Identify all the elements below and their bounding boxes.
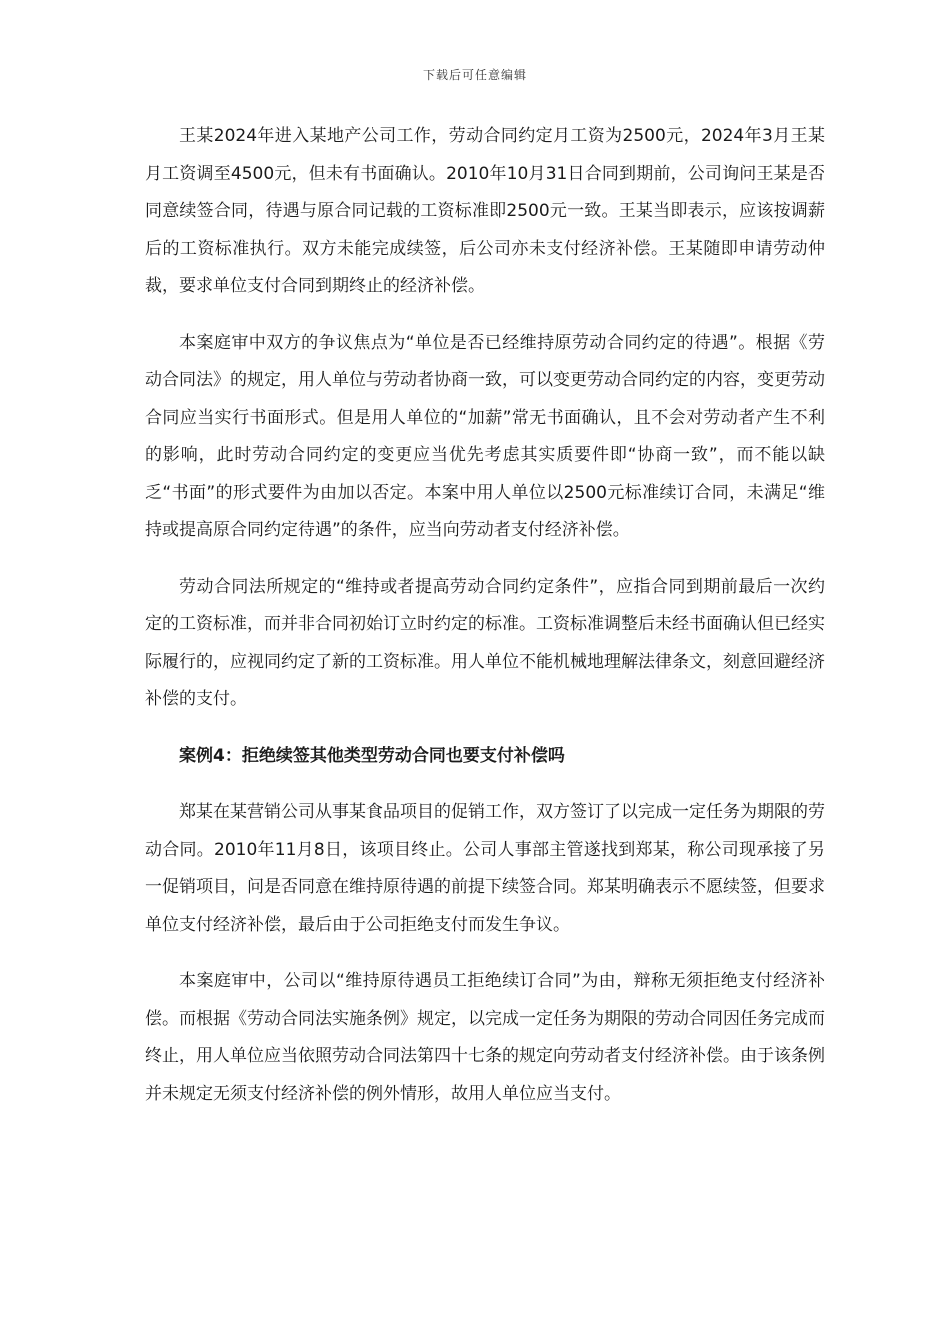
paragraph-case-facts: 王某2024年进入某地产公司工作，劳动合同约定月工资为2500元，2024年3月王某月工资调至4500元，但未有书面确认。2010年10月31日合同到期前，公司询问王某是否同意续签合同，待遇与原合同记载的工资标准即2500元一致。王某当即表示，应该按调薪后的工资标准执行。双方未能完成续签，后公司亦未支付经济补偿。王某随即申请劳动仲裁，要求单位支付合同到期终止的经济补偿。 <box>145 126 825 296</box>
paragraph-case4-facts: 郑某在某营销公司从事某食品项目的促销工作，双方签订了以完成一定任务为期限的劳动合同。2010年11月8日，该项目终止。公司人事部主管遂找到郑某，称公司现承接了另一促销项目，问是否同意在维持原待遇的前提下续签合同。郑某明确表示不愿续签，但要求单位支付经济补偿，最后由于公司拒绝支付而发生争议。 <box>145 802 825 935</box>
paragraph-case4-analysis: 本案庭审中，公司以“维持原待遇员工拒绝续订合同”为由，辩称无须拒绝支付经济补偿。而根据《劳动合同法实施条例》规定，以完成一定任务为期限的劳动合同因任务完成而终止，用人单位应当依照劳动合同法第四十七条的规定向劳动者支付经济补偿。由于该条例并未规定无须支付经济补偿的例外情形，故用人单位应当支付。 <box>145 971 825 1104</box>
case-4-heading: 案例4：拒绝续签其他类型劳动合同也要支付补偿吗 <box>179 745 565 766</box>
page-header: 下载后可任意编辑 <box>422 68 527 82</box>
document-body <box>145 118 825 1132</box>
paragraph-case-conclusion: 劳动合同法所规定的“维持或者提高劳动合同约定条件”，应指合同到期前最后一次约定的工资标准，而并非合同初始订立时约定的标准。工资标准调整后未经书面确认但已经实际履行的，应视同约定了新的工资标准。用人单位不能机械地理解法律条文，刻意回避经济补偿的支付。 <box>145 576 825 709</box>
paragraph-case-analysis: 本案庭审中双方的争议焦点为“单位是否已经维持原劳动合同约定的待遇”。根据《劳动合同法》的规定，用人单位与劳动者协商一致，可以变更劳动合同约定的内容，变更劳动合同应当实行书面形式。但是用人单位的“加薪”常无书面确认，且不会对劳动者产生不利的影响，此时劳动合同约定的变更应当优先考虑其实质要件即“协商一致”，而不能以缺乏“书面”的形式要件为由加以否定。本案中用人单位以2500元标准续订合同，未满足“维持或提高原合同约定待遇”的条件，应当向劳动者支付经济补偿。 <box>145 332 825 540</box>
